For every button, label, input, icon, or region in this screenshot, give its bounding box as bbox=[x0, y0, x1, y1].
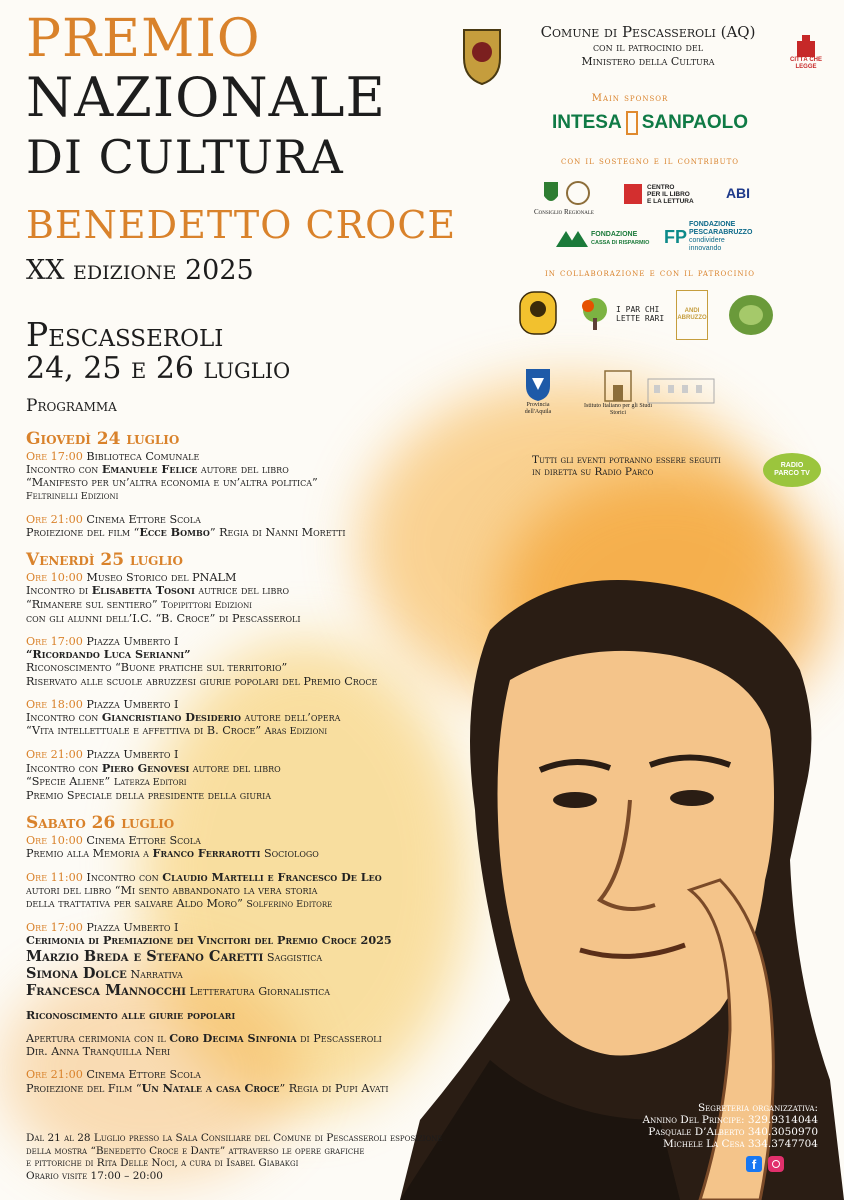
patrocinio-line2: Ministero della Cultura bbox=[581, 55, 715, 68]
title-di-cultura: DI CULTURA bbox=[26, 130, 344, 184]
edition: XX edizione 2025 bbox=[26, 255, 254, 286]
event: Ore 11:00 Incontro con Claudio Martelli e Francesco De Leo autori del libro “Mi sento abbandonato la vera storia della trattativa per salvare Aldo Moro” Solferino Editore bbox=[26, 869, 382, 911]
programma-heading: Programma bbox=[26, 396, 117, 416]
palazzo-icon bbox=[646, 371, 716, 405]
parchi-letterari-logo: I PAR CHI LETTE RARI bbox=[576, 294, 668, 334]
pescasseroli-green-logo bbox=[726, 292, 776, 338]
title-benedetto-croce: BENEDETTO CROCE bbox=[26, 203, 457, 247]
building-icon bbox=[601, 365, 635, 403]
comune-name: Comune di Pescasseroli (AQ) bbox=[540, 23, 756, 41]
consiglio-regionale-logo: Consiglio Regionale bbox=[526, 174, 602, 220]
tower-icon bbox=[793, 33, 819, 57]
andi-abruzzo-logo: ANDI ABRUZZO bbox=[676, 290, 708, 340]
tree-icon bbox=[578, 296, 612, 332]
riconoscimento: Riconoscimento alle giurie popolari bbox=[26, 1007, 236, 1022]
title-nazionale: NAZIONALE bbox=[26, 66, 386, 129]
place: Pescasseroli bbox=[26, 315, 224, 354]
citta-che-legge-logo: CITTÀ CHE LEGGE bbox=[786, 30, 826, 74]
region-crest-icon bbox=[534, 178, 594, 208]
event: Ore 21:00 Piazza Umberto I Incontro con Piero Genovesi autore del libro “Specie Aliene” Laterza Editori Premio Speciale della presidente della giuria bbox=[26, 748, 281, 803]
intesa-mark-icon bbox=[626, 111, 638, 135]
abi-logo: ABI bbox=[725, 185, 751, 201]
carispaq-mark-icon bbox=[554, 229, 588, 249]
event: Ore 18:00 Piazza Umberto I Incontro con Giancristiano Desiderio autore dell’opera “Vita intellettuale e affettiva di B. Croce” Aras Edizioni bbox=[26, 697, 341, 738]
event: Ore 21:00 Cinema Ettore Scola Proiezione del film “Ecce Bombo” Regia di Nanni Moretti bbox=[26, 512, 346, 540]
comune-crest-icon bbox=[460, 24, 504, 86]
radio-parco-logo: RADIO PARCO TV bbox=[760, 450, 824, 490]
event: Ore 17:00 Biblioteca Comunale Incontro con Emanuele Felice autore del libro “Manifesto per un’altra economia e un’altra politica” Feltrinelli Edizioni bbox=[26, 450, 318, 502]
main-sponsor-label: Main sponsor bbox=[591, 93, 669, 104]
provincia-aquila-logo: Provincia dell'Aquila bbox=[518, 360, 558, 422]
event: Ore 17:00 Piazza Umberto I Cerimonia di Premiazione dei Vincitori del Premio Croce 2025 Marzio Breda e Stefano Caretti Saggistica Simona Dolce Narrativa Francesca Mannocchi Letteratura Giornalistica bbox=[26, 921, 392, 999]
event: Apertura cerimonia con il Coro Decima Sinfonia di Pescasseroli Dir. Anna Tranquilla Neri bbox=[26, 1030, 382, 1059]
event: Ore 10:00 Museo Storico del PNALM Incontro di Elisabetta Tosoni autrice del libro “Rimanere sul sentiero” Topipittori Edizioni con gli alunni dell’I.C. “B. Croce” di Pescasseroli bbox=[26, 571, 301, 625]
day-heading: Sabato 26 luglio bbox=[26, 813, 175, 834]
event: Ore 21:00 Cinema Ettore Scola Proiezione del Film “Un Natale a casa Croce” Regia di Pupi Avati bbox=[26, 1068, 389, 1095]
intesa-sanpaolo-logo: INTESA SANPAOLO bbox=[552, 112, 748, 133]
radio-info-line1: Tutti gli eventi potranno essere seguiti bbox=[532, 454, 721, 466]
bear-icon bbox=[519, 291, 557, 335]
sostegno-label: con il sostegno e il contributo bbox=[561, 156, 739, 167]
radio-info-line2: in diretta su Radio Parco bbox=[532, 466, 654, 478]
parco-nazionale-logo bbox=[518, 290, 558, 336]
event: Ore 17:00 Piazza Umberto I “Ricordando Luca Serianni” Riconoscimento “Buone pratiche sul territorio” Riservato alle scuole abruzzesi giurie popolari del Premio Croce bbox=[26, 635, 378, 688]
exhibition-note: Dal 21 al 28 Luglio presso la Sala Consiliare del Comune di Pescasseroli esposizione della mostra “Benedetto Croce e Dante” attraverso le opere grafiche e pittoriche di Rita Delle Noci, a cura di Isabel Giabakgi Orario visite 17:00 – 20:00 bbox=[26, 1132, 443, 1182]
provincia-crest-icon bbox=[523, 366, 553, 402]
instagram-icon[interactable] bbox=[768, 1156, 784, 1172]
segreteria: Segreteria organizzativa: Annino Del Principe: 329.9314044 Pasquale D’Alberto 340.3050970 Michele La Cesa 334.3747704 bbox=[642, 1102, 818, 1150]
istituto-studi-storici-logo: Istituto Italiano per gli Studi Storici bbox=[578, 360, 658, 422]
collaborazione-label: in collaborazione e con il patrocinio bbox=[544, 268, 756, 279]
patrocinio-line1: con il patrocinio del bbox=[592, 41, 704, 54]
fondazione-palazzo-logo bbox=[644, 368, 718, 408]
dates: 24, 25 e 26 luglio bbox=[26, 351, 291, 386]
fondazione-pescarabruzzo-logo: FP FONDAZIONE PESCARABRUZZO condividere innovando bbox=[664, 221, 753, 252]
facebook-icon[interactable]: f bbox=[746, 1156, 762, 1172]
leaf-icon bbox=[727, 293, 775, 337]
fondazione-carispaq-logo: FONDAZIONE CASSA DI RISPARMIO bbox=[554, 226, 654, 252]
day-heading: Giovedì 24 luglio bbox=[26, 429, 180, 449]
title-premio: PREMIO bbox=[26, 9, 261, 69]
book-icon bbox=[622, 182, 644, 206]
day-heading: Venerdì 25 luglio bbox=[26, 550, 183, 571]
event: Ore 10:00 Cinema Ettore Scola Premio alla Memoria a Franco Ferrarotti Sociologo bbox=[26, 834, 319, 861]
cepell-logo: CENTRO PER IL LIBRO E LA LETTURA bbox=[622, 180, 698, 208]
